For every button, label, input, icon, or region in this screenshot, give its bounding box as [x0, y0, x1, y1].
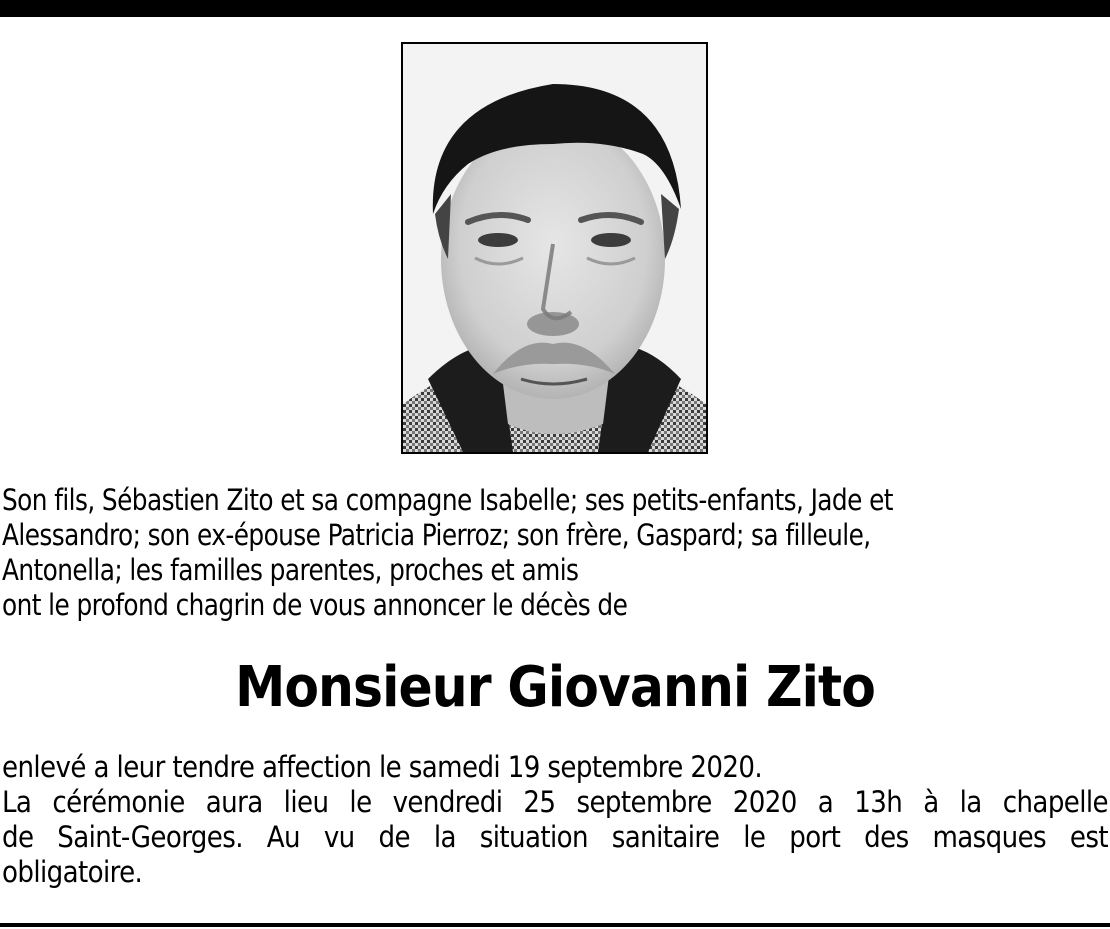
family-line: Son fils, Sébastien Zito et sa compagne Isabelle; ses petits-enfants, Jade et [2, 483, 893, 517]
detail-line: de Saint-Georges. Au vu de la situation sanitaire le port des masques est [2, 820, 1108, 854]
family-line: Alessandro; son ex-épouse Patricia Pierroz; son frère, Gaspard; sa filleule, [2, 518, 871, 552]
family-announcement [2, 483, 1051, 623]
bottom-rule [0, 923, 1110, 927]
family-line: ont le profond chagrin de vous annoncer le décès de [2, 588, 628, 622]
detail-line: obligatoire. [2, 855, 143, 889]
detail-line: enlevé a leur tendre affection le samedi 19 septembre 2020. [2, 750, 763, 784]
ceremony-details [2, 750, 1108, 890]
portrait-illustration [403, 44, 706, 452]
top-rule [0, 0, 1110, 17]
family-line: Antonella; les familles parentes, proches et amis [2, 553, 579, 587]
deceased-name: Monsieur Giovanni Zito [235, 655, 875, 720]
portrait-photo [401, 42, 708, 454]
detail-line: La cérémonie aura lieu le vendredi 25 septembre 2020 a 13h à la chapelle [2, 785, 1108, 819]
